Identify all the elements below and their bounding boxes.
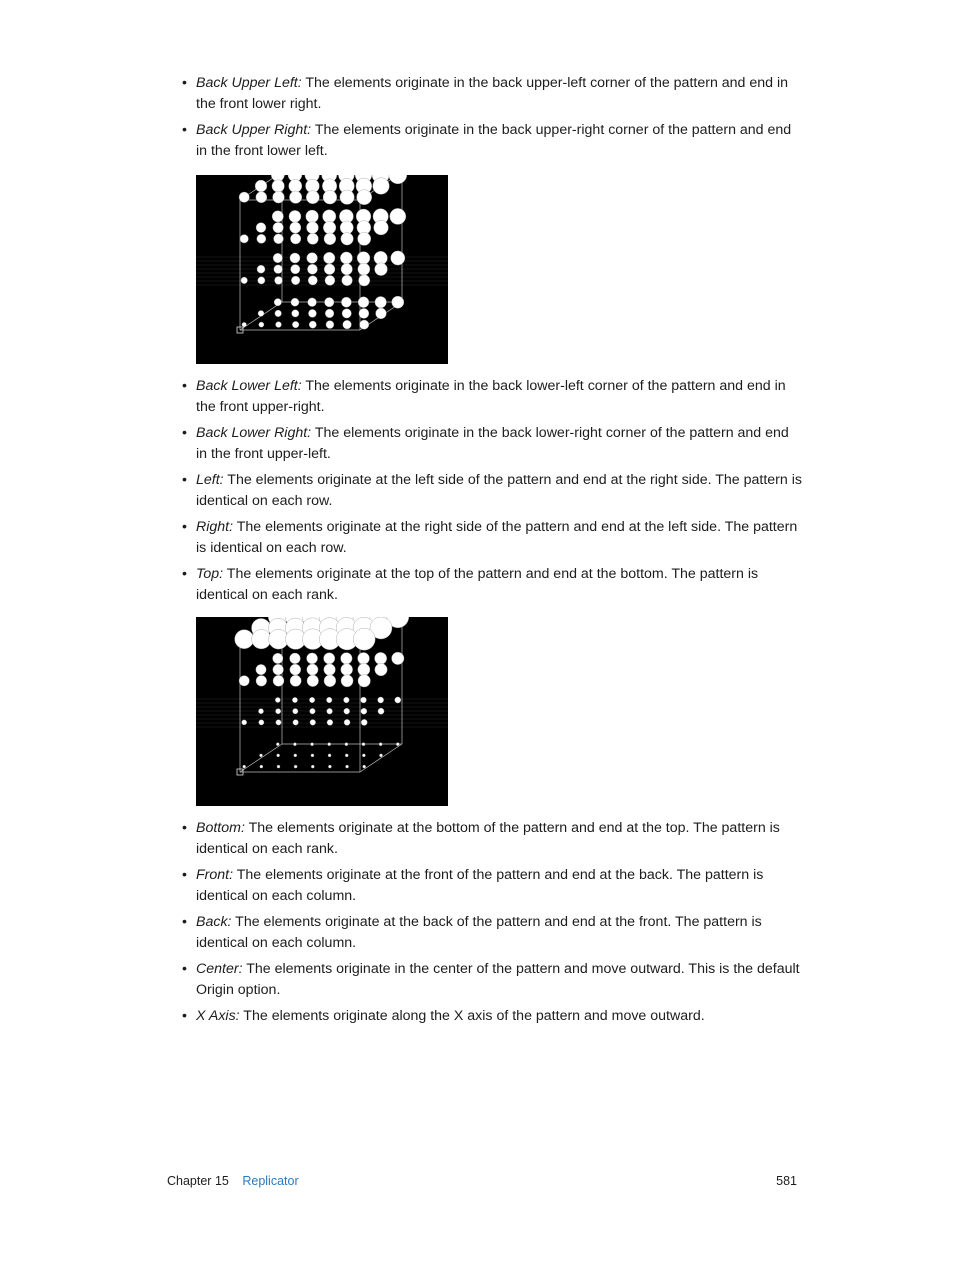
replicated-sphere: [289, 179, 302, 192]
replicated-sphere: [328, 743, 331, 746]
replicated-sphere: [375, 263, 388, 276]
replicated-sphere: [273, 653, 283, 663]
replicated-sphere: [358, 297, 369, 308]
option-term: Center:: [196, 960, 243, 977]
replicated-sphere: [357, 252, 370, 265]
replicated-sphere: [328, 765, 331, 768]
replicated-sphere: [327, 708, 333, 714]
replicated-sphere: [273, 664, 284, 675]
option-description: The elements originate at the top of the pattern and end at the bottom. The pattern is identical on each rank.: [196, 565, 759, 603]
replicated-sphere: [378, 708, 384, 714]
section-link[interactable]: Replicator: [242, 1174, 299, 1188]
replicated-sphere: [362, 743, 365, 746]
replicated-sphere: [324, 675, 336, 687]
replicated-sphere: [343, 320, 352, 329]
replicated-sphere: [361, 719, 367, 725]
replicated-sphere: [311, 754, 314, 757]
replicated-sphere: [379, 743, 382, 746]
replicated-sphere: [260, 765, 263, 768]
replicated-sphere: [342, 275, 353, 286]
option-description: The elements originate at the left side of the pattern and end at the right side. The pattern is identical on each row.: [196, 471, 802, 509]
replicated-sphere: [345, 754, 348, 757]
replicated-sphere: [239, 676, 249, 686]
replicated-sphere: [359, 308, 369, 318]
option-description: The elements originate along the X axis of the pattern and move outward.: [239, 1007, 705, 1024]
replicated-sphere: [376, 308, 387, 319]
replicated-sphere: [259, 322, 264, 327]
replicated-sphere: [294, 765, 297, 768]
replicated-sphere: [259, 720, 264, 725]
page-number: 581: [776, 1174, 797, 1188]
replicated-sphere: [258, 310, 264, 316]
replicated-sphere: [273, 675, 284, 686]
option-term: X Axis:: [196, 1007, 240, 1024]
figure-back-upper-right: [196, 175, 448, 364]
replicated-sphere: [373, 178, 390, 195]
replicated-sphere: [327, 719, 333, 725]
replicated-sphere: [289, 191, 301, 203]
option-term: Top:: [196, 565, 224, 582]
replicated-sphere: [259, 754, 262, 757]
option-term: Back Lower Right:: [196, 424, 312, 441]
replicated-sphere: [340, 221, 353, 234]
replicated-sphere: [274, 234, 284, 244]
replicated-sphere: [308, 298, 317, 307]
replicated-sphere: [290, 653, 301, 664]
replicated-sphere: [326, 321, 334, 329]
replicated-sphere: [258, 277, 265, 284]
option-term: Bottom:: [196, 820, 245, 836]
replicated-sphere: [291, 276, 300, 285]
replicated-sphere: [241, 277, 248, 284]
replicated-sphere: [344, 708, 350, 714]
replicated-sphere: [342, 309, 351, 318]
list-item: • Center: The elements originate in the center of the pattern and move outward. This is the default Origin option.: [182, 960, 800, 998]
replicated-sphere: [378, 697, 384, 703]
replicated-sphere: [293, 720, 299, 726]
option-description: The elements originate at the front of the pattern and end at the back. The pattern is identical on each column.: [196, 866, 764, 904]
list-item: • Back Lower Right: The elements originate in the back lower-right corner of the pattern and end in the front upper-left.: [182, 424, 789, 462]
option-term: Back:: [196, 913, 232, 930]
replicated-sphere: [277, 754, 280, 757]
replicated-sphere: [323, 190, 337, 204]
replicated-sphere: [289, 210, 301, 222]
chapter-label: Chapter 15: [167, 1174, 229, 1188]
option-description: The elements originate in the center of the pattern and move outward. This is the default Origin option.: [196, 960, 800, 998]
replicated-sphere: [344, 719, 350, 725]
replicated-sphere: [275, 697, 280, 702]
replicated-sphere: [358, 664, 370, 676]
replicated-sphere: [276, 743, 279, 746]
replicator-pattern-illustration: [196, 617, 448, 806]
replicated-sphere: [294, 754, 297, 757]
replicated-sphere: [307, 253, 318, 264]
replicated-sphere: [324, 264, 335, 275]
replicated-sphere: [375, 652, 387, 664]
replicated-sphere: [353, 628, 375, 650]
replicated-sphere: [309, 697, 314, 702]
option-list-middle: [182, 376, 802, 611]
replicated-sphere: [272, 211, 283, 222]
replicated-sphere: [341, 675, 353, 687]
replicated-sphere: [243, 765, 246, 768]
option-term: Back Lower Left:: [196, 378, 302, 394]
replicated-sphere: [256, 223, 266, 233]
list-item: • Back: The elements originate at the back of the pattern and end at the front. The pattern is identical on each column.: [182, 913, 762, 951]
replicated-sphere: [273, 222, 284, 233]
replicated-sphere: [256, 675, 267, 686]
replicated-sphere: [396, 743, 399, 746]
list-item: • Front: The elements originate at the front of the pattern and end at the back. The pattern is identical on each column.: [182, 866, 764, 904]
list-item: • Right: The elements originate at the right side of the pattern and end at the left side. The pattern is identical on each row.: [182, 518, 798, 556]
replicated-sphere: [307, 653, 318, 664]
replicated-sphere: [389, 175, 407, 184]
replicated-sphere: [308, 276, 317, 285]
list-item: • Top: The elements originate at the top of the pattern and end at the bottom. The pattern is identical on each rank.: [182, 565, 759, 603]
replicated-sphere: [341, 233, 354, 246]
list-item: • Back Upper Right: The elements originate in the back upper-right corner of the pattern and end in the front lower left.: [182, 121, 792, 159]
replicated-sphere: [311, 743, 314, 746]
replicated-sphere: [345, 743, 348, 746]
replicated-sphere: [242, 720, 247, 725]
list-item: • Back Lower Left: The elements originate in the back lower-left corner of the pattern and end in the front upper-right.: [182, 378, 786, 415]
option-description: The elements originate in the back lower-left corner of the pattern and end in the front upper-right.: [196, 378, 786, 415]
replicated-sphere: [292, 321, 299, 328]
replicated-sphere: [344, 697, 350, 703]
replicated-sphere: [290, 222, 301, 233]
page-footer: [167, 1173, 797, 1189]
replicated-sphere: [242, 322, 246, 326]
option-list-top: [182, 73, 802, 167]
replicated-sphere: [257, 234, 266, 243]
option-term: Right:: [196, 518, 234, 535]
option-term: Left:: [196, 471, 224, 488]
replicated-sphere: [311, 765, 314, 768]
replicated-sphere: [308, 309, 316, 317]
replicated-sphere: [395, 697, 401, 703]
replicated-sphere: [340, 190, 354, 204]
replicated-sphere: [325, 297, 334, 306]
list-item: • X Axis: The elements originate along the X axis of the pattern and move outward.: [182, 1007, 705, 1024]
replicated-sphere: [325, 309, 334, 318]
list-item: • Bottom: The elements originate at the bottom of the pattern and end at the top. The pattern is identical on each rank.: [182, 820, 780, 857]
replicated-sphere: [392, 652, 404, 664]
replicated-sphere: [306, 210, 319, 223]
replicated-sphere: [328, 754, 331, 757]
replicated-sphere: [257, 265, 265, 273]
replicated-sphere: [363, 765, 366, 768]
replicated-sphere: [341, 264, 352, 275]
replicated-sphere: [306, 191, 319, 204]
replicated-sphere: [358, 263, 370, 275]
replicated-sphere: [357, 190, 372, 205]
replicated-sphere: [360, 320, 369, 329]
replicated-sphere: [362, 754, 365, 757]
replicated-sphere: [276, 709, 281, 714]
replicated-sphere: [346, 765, 349, 768]
replicated-sphere: [374, 220, 389, 235]
option-description: The elements originate in the back lower-right corner of the pattern and end in the front upper-left.: [196, 424, 789, 462]
replicated-sphere: [275, 276, 283, 284]
replicated-sphere: [392, 296, 404, 308]
option-description: The elements originate at the back of the pattern and end at the front. The pattern is identical on each column.: [196, 913, 762, 951]
replicated-sphere: [358, 232, 371, 245]
replicated-sphere: [324, 653, 335, 664]
replicated-sphere: [277, 765, 280, 768]
option-term: Front:: [196, 866, 234, 883]
option-description: The elements originate at the bottom of the pattern and end at the top. The pattern is identical on each rank.: [196, 820, 780, 857]
replicated-sphere: [235, 630, 254, 649]
replicated-sphere: [290, 234, 300, 244]
replicated-sphere: [341, 297, 351, 307]
replicated-sphere: [340, 252, 352, 264]
option-description: The elements originate at the right side of the pattern and end at the left side. The pattern is identical on each row.: [196, 518, 798, 556]
replicated-sphere: [324, 252, 335, 263]
replicated-sphere: [323, 221, 336, 234]
replicated-sphere: [307, 233, 318, 244]
replicated-sphere: [273, 253, 282, 262]
replicated-sphere: [307, 675, 319, 687]
replicated-sphere: [290, 253, 300, 263]
replicated-sphere: [309, 321, 316, 328]
replicated-sphere: [359, 275, 370, 286]
replicated-sphere: [273, 191, 285, 203]
figure-top: [196, 617, 448, 806]
replicated-sphere: [361, 697, 367, 703]
option-term: Back Upper Left:: [196, 75, 302, 91]
replicated-sphere: [324, 233, 336, 245]
replicated-sphere: [310, 720, 316, 726]
box-edge: [360, 744, 402, 772]
replicated-sphere: [272, 180, 284, 192]
replicated-sphere: [274, 299, 281, 306]
list-item: • Back Upper Left: The elements originate in the back upper-left corner of the pattern and end in the front lower right.: [182, 75, 789, 112]
option-list-bottom: [182, 818, 802, 1032]
replicated-sphere: [323, 210, 336, 223]
replicated-sphere: [276, 720, 281, 725]
replicated-sphere: [256, 664, 266, 674]
replicated-sphere: [290, 675, 301, 686]
replicated-sphere: [292, 697, 297, 702]
replicated-sphere: [293, 743, 296, 746]
replicated-sphere: [239, 192, 249, 202]
replicated-sphere: [258, 709, 263, 714]
replicated-sphere: [292, 310, 299, 317]
replicated-sphere: [293, 709, 298, 714]
replicated-sphere: [276, 322, 282, 328]
replicated-sphere: [375, 663, 387, 675]
replicated-sphere: [291, 265, 300, 274]
replicator-pattern-illustration: [196, 175, 448, 364]
option-description: The elements originate in the back upper-left corner of the pattern and end in the front lower right.: [196, 75, 789, 112]
replicated-sphere: [361, 708, 367, 714]
replicated-sphere: [274, 265, 283, 274]
replicated-sphere: [240, 235, 248, 243]
replicated-sphere: [325, 275, 335, 285]
replicated-sphere: [290, 664, 301, 675]
replicated-sphere: [252, 629, 271, 648]
replicated-sphere: [307, 264, 317, 274]
replicated-sphere: [256, 192, 267, 203]
replicated-sphere: [326, 697, 332, 703]
list-item: • Left: The elements originate at the left side of the pattern and end at the right side. The pattern is identical on each row.: [182, 471, 802, 509]
replicated-sphere: [390, 208, 406, 224]
replicated-sphere: [291, 298, 299, 306]
replicated-sphere: [358, 652, 370, 664]
option-description: The elements originate in the back upper-right corner of the pattern and end in the front lower left.: [196, 121, 792, 159]
replicated-sphere: [375, 296, 386, 307]
replicated-sphere: [255, 180, 267, 192]
replicated-sphere: [341, 653, 353, 665]
option-term: Back Upper Right:: [196, 121, 312, 138]
replicated-sphere: [275, 310, 282, 317]
replicated-sphere: [307, 664, 318, 675]
replicated-sphere: [341, 664, 353, 676]
replicated-sphere: [379, 754, 382, 757]
replicated-sphere: [324, 664, 336, 676]
replicated-sphere: [310, 708, 316, 714]
replicated-sphere: [358, 675, 370, 687]
replicated-sphere: [391, 251, 405, 265]
replicated-sphere: [306, 222, 318, 234]
